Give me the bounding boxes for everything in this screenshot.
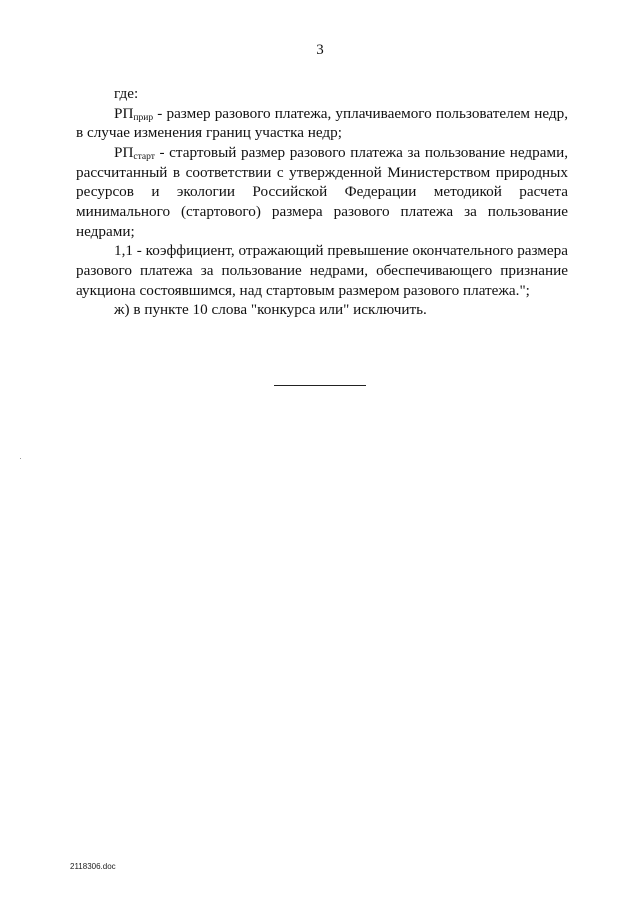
closing-rule (274, 385, 366, 386)
symbol-rp-start: РП (114, 144, 134, 162)
subscript-start: старт (133, 152, 155, 163)
definition-rp-start-text: - стартовый размер разового платежа за пользование недрами, рассчитанный в соответствии с утвержденной Министерством природных ресурсов и экологии Российской Федерации методикой расчета минимального (стартового) размера разового платежа за пользование недрами; (76, 144, 568, 240)
where-label: где: (114, 85, 139, 102)
footer-file-name: 2118306.doc (70, 862, 116, 871)
definition-rp-prir (76, 104, 568, 143)
definition-rp-prir-text: - размер разового платежа, уплачиваемого пользователем недр, в случае изменения границ участка недр; (76, 104, 568, 142)
definition-coefficient: 1,1 - коэффициент, отражающий превышение окончательного размера разового платежа за пользование недрами, обеспечивающего признание аукциона состоявшимся, над стартовым размером разового платежа."; (76, 242, 568, 299)
subscript-prir: прир (133, 112, 154, 123)
scan-speck (20, 458, 21, 459)
document-body (76, 84, 568, 320)
symbol-rp-prir: РП (114, 104, 134, 122)
item-zh: ж) в пункте 10 слова "конкурса или" исключить. (114, 301, 427, 319)
definition-rp-start (76, 143, 568, 241)
page-number: 3 (316, 42, 324, 58)
